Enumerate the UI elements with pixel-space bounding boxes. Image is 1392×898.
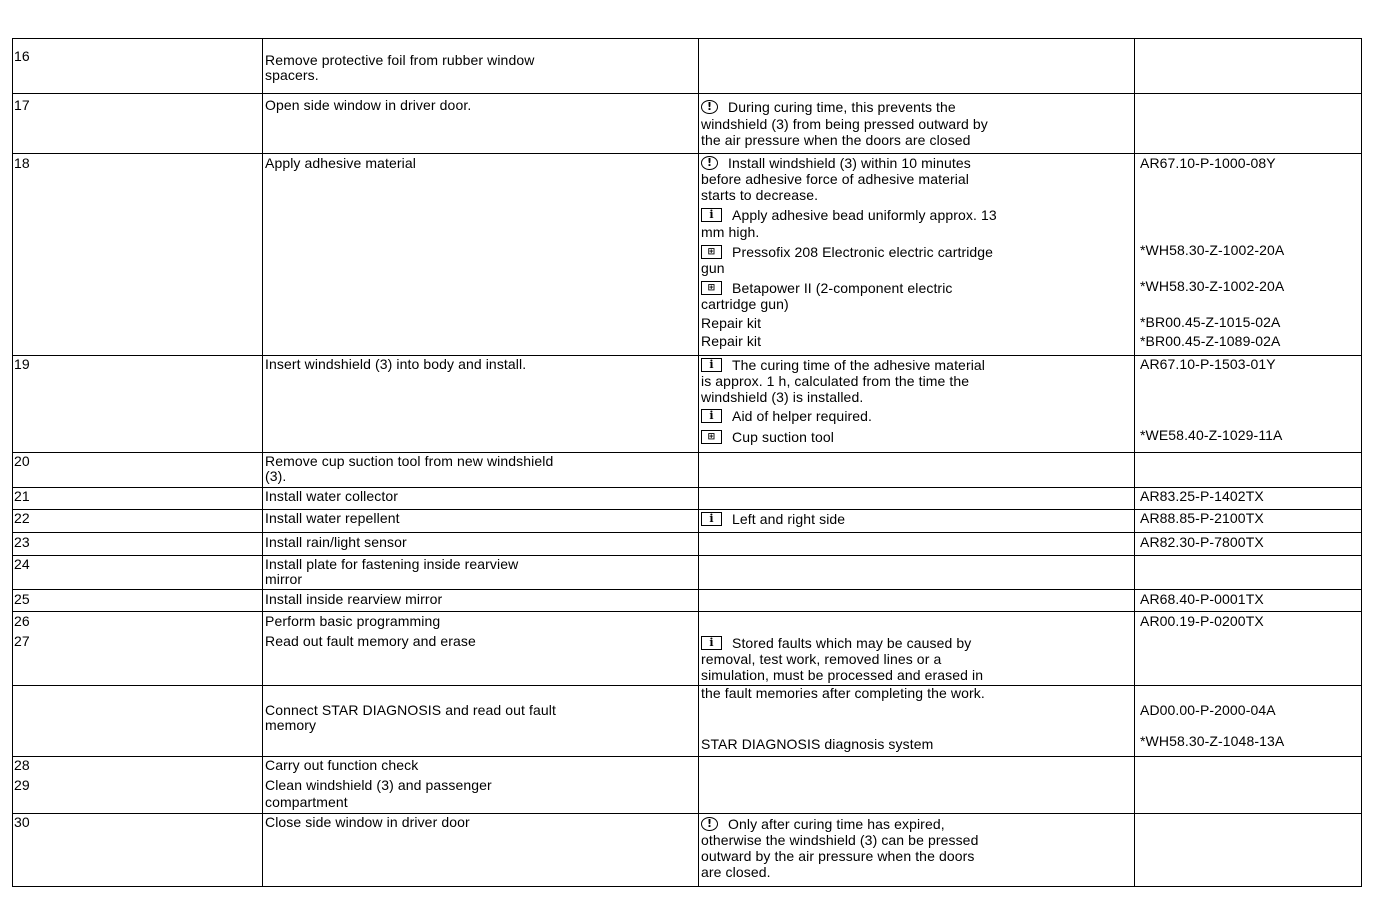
- reference-link[interactable]: AR82.30-P-7800TX: [1140, 534, 1264, 550]
- note-text: are closed.: [701, 864, 771, 880]
- row-divider: [12, 452, 1362, 453]
- info-text: simulation, must be processed and erased in: [701, 667, 984, 683]
- step-number: 17: [14, 97, 30, 113]
- note-icon: !: [701, 100, 718, 114]
- step-description: compartment: [265, 794, 348, 810]
- note-icon: !: [701, 817, 718, 831]
- reference-link[interactable]: AR68.40-P-0001TX: [1140, 591, 1264, 607]
- step-number: 20: [14, 453, 30, 469]
- tool-text: Repair kit: [701, 333, 762, 349]
- tool-text: STAR DIAGNOSIS diagnosis system: [701, 736, 934, 752]
- info-text: removal, test work, removed lines or a: [701, 651, 942, 667]
- note-text: before adhesive force of adhesive material: [701, 171, 970, 187]
- row-divider: [12, 756, 1362, 757]
- step-number: 16: [14, 48, 30, 64]
- tool-text: cartridge gun): [701, 296, 789, 312]
- step-description: Read out fault memory and erase: [265, 633, 476, 649]
- info-text: i Apply adhesive bead uniformly approx. 13: [701, 208, 997, 223]
- info-text: is approx. 1 h, calculated from the time the: [701, 373, 970, 389]
- tool-text: ⊞ Betapower II (2-component electric: [701, 281, 953, 296]
- row-divider: [12, 611, 1362, 612]
- column-divider: [262, 38, 263, 887]
- tool-text: ⊞ Cup suction tool: [701, 430, 834, 445]
- info-text: i Left and right side: [701, 512, 845, 527]
- note-text: outward by the air pressure when the doors: [701, 848, 975, 864]
- step-description: Connect STAR DIAGNOSIS and read out fault: [265, 702, 556, 718]
- note-icon: !: [701, 156, 718, 170]
- special-tool-icon: ⊞: [701, 281, 722, 295]
- step-description: spacers.: [265, 67, 319, 83]
- step-number: 27: [14, 633, 30, 649]
- step-number: 21: [14, 488, 30, 504]
- step-description: (3).: [265, 468, 287, 484]
- info-icon: i: [701, 409, 722, 423]
- reference-link[interactable]: AR00.19-P-0200TX: [1140, 613, 1264, 629]
- step-description: Apply adhesive material: [265, 155, 416, 171]
- step-description: Install plate for fastening inside rearview: [265, 556, 519, 572]
- step-number: 22: [14, 510, 30, 526]
- note-text: ! Only after curing time has expired,: [701, 817, 945, 832]
- step-number: 24: [14, 556, 30, 572]
- tool-text: Repair kit: [701, 315, 762, 331]
- reference-link[interactable]: *BR00.45-Z-1015-02A: [1140, 314, 1281, 330]
- info-icon: i: [701, 636, 722, 650]
- table-border: [12, 38, 1362, 39]
- reference-link[interactable]: *WH58.30-Z-1002-20A: [1140, 278, 1285, 294]
- info-text: windshield (3) is installed.: [701, 389, 864, 405]
- info-text: i The curing time of the adhesive material: [701, 358, 985, 373]
- step-description: Clean windshield (3) and passenger: [265, 777, 492, 793]
- step-description: Perform basic programming: [265, 613, 441, 629]
- row-divider: [12, 555, 1362, 556]
- step-description: Install rain/light sensor: [265, 534, 407, 550]
- note-text: windshield (3) from being pressed outward by: [701, 116, 988, 132]
- info-icon: i: [701, 208, 722, 222]
- row-divider: [12, 813, 1362, 814]
- reference-link[interactable]: AR88.85-P-2100TX: [1140, 510, 1264, 526]
- step-number: 29: [14, 777, 30, 793]
- row-divider: [12, 93, 1362, 94]
- reference-link[interactable]: *WE58.40-Z-1029-11A: [1140, 427, 1283, 443]
- row-divider: [12, 685, 1362, 686]
- tool-text: gun: [701, 260, 725, 276]
- row-divider: [12, 589, 1362, 590]
- step-number: 28: [14, 757, 30, 773]
- note-text: starts to decrease.: [701, 187, 819, 203]
- note-text: ! During curing time, this prevents the: [701, 100, 956, 115]
- reference-link[interactable]: *BR00.45-Z-1089-02A: [1140, 333, 1281, 349]
- reference-link[interactable]: AR83.25-P-1402TX: [1140, 488, 1264, 504]
- row-divider: [12, 153, 1362, 154]
- step-description: Install water repellent: [265, 510, 400, 526]
- step-number: 19: [14, 356, 30, 372]
- special-tool-icon: ⊞: [701, 245, 722, 259]
- step-description: Remove cup suction tool from new windshield: [265, 453, 554, 469]
- step-number: 30: [14, 814, 30, 830]
- row-divider: [12, 532, 1362, 533]
- step-number: 25: [14, 591, 30, 607]
- step-description: Close side window in driver door: [265, 814, 470, 830]
- step-number: 26: [14, 613, 30, 629]
- note-text: ! Install windshield (3) within 10 minutes: [701, 156, 971, 171]
- info-text: the fault memories after completing the work.: [701, 685, 985, 701]
- info-icon: i: [701, 512, 722, 526]
- column-divider: [12, 38, 13, 887]
- step-number: 23: [14, 534, 30, 550]
- reference-link[interactable]: *WH58.30-Z-1002-20A: [1140, 242, 1285, 258]
- column-divider: [1134, 38, 1135, 887]
- reference-link[interactable]: AR67.10-P-1000-08Y: [1140, 155, 1276, 171]
- table-border: [12, 886, 1362, 887]
- note-text: otherwise the windshield (3) can be pressed: [701, 832, 979, 848]
- note-text: the air pressure when the doors are closed: [701, 132, 971, 148]
- step-description: Install inside rearview mirror: [265, 591, 443, 607]
- step-description: Open side window in driver door.: [265, 97, 472, 113]
- column-divider: [698, 38, 699, 887]
- step-description: Remove protective foil from rubber window: [265, 52, 535, 68]
- step-description: mirror: [265, 571, 303, 587]
- step-number: 18: [14, 155, 30, 171]
- step-description: Carry out function check: [265, 757, 419, 773]
- reference-link[interactable]: AD00.00-P-2000-04A: [1140, 702, 1276, 718]
- tool-text: ⊞ Pressofix 208 Electronic electric cartridge: [701, 245, 993, 260]
- info-text: mm high.: [701, 224, 760, 240]
- reference-link[interactable]: *WH58.30-Z-1048-13A: [1140, 733, 1285, 749]
- special-tool-icon: ⊞: [701, 430, 722, 444]
- info-text: i Aid of helper required.: [701, 409, 872, 424]
- step-description: Install water collector: [265, 488, 399, 504]
- info-icon: i: [701, 358, 722, 372]
- step-description: memory: [265, 717, 317, 733]
- reference-link[interactable]: AR67.10-P-1503-01Y: [1140, 356, 1276, 372]
- info-text: i Stored faults which may be caused by: [701, 636, 971, 651]
- column-divider: [1361, 38, 1362, 887]
- step-description: Insert windshield (3) into body and install.: [265, 356, 527, 372]
